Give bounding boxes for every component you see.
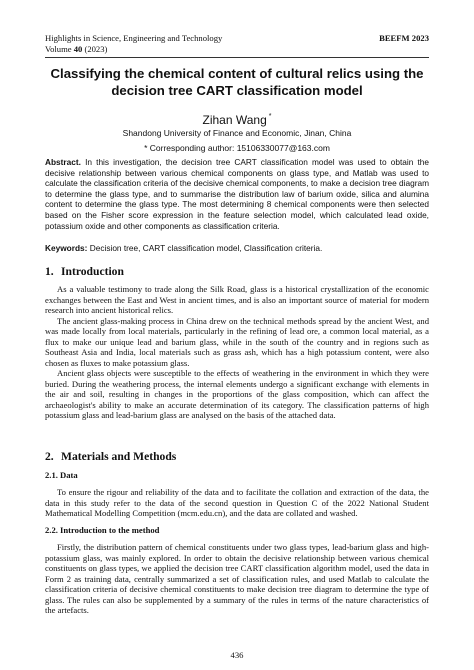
author-line [45,110,429,127]
subsection-2-2-body [45,542,429,616]
section-1-body [45,284,429,421]
abstract-label: Abstract. [45,157,81,167]
subsection-2-1-body [45,487,429,519]
section-2-number: 2. [45,450,54,463]
title-line-2: decision tree CART classification model [111,82,363,98]
keywords [45,243,429,254]
volume-line [45,44,429,55]
section-2-heading [45,450,176,463]
paragraph: As a valuable testimony to trade along the Silk Road, glass is a historical crystallization of the economic exchanges between the East and West in ancient times, and is also an important source of material for modern research into ancient historical relics. [45,284,429,315]
corresponding-author: * Corresponding author: 15106330077@163.com [144,143,330,153]
subsection-2-2-heading: 2.2. Introduction to the method [45,525,160,535]
volume-year: (2023) [82,43,108,54]
paragraph: The ancient glass-making process in China drew on the technical methods spread by the ancient West, and was made locally from local materials, particularly in the refining of lead ore, a common local material, as a flux to make our unique lead and barium glass, while in the south of the country and in regions such as Southeast Asia and India, local materials such as grass ash, which has a high potassium content, were also chosen as fluxes to make potassium glass. [45,315,429,368]
volume-number: 40 [73,43,83,54]
paragraph: To ensure the rigour and reliability of the data and to facilitate the collation and extraction of the data, the data in this study refer to the data of the second question in Question C of the 2022 National Student Mathematical Modelling Competition (mcm.edu.cn), and the data are collated and washed. [45,487,429,518]
volume-prefix: Volume [45,43,74,54]
page-number: 436 [230,650,244,660]
section-1-heading [45,265,124,278]
conference-name: BEEFM 2023 [379,33,429,43]
running-header [45,33,429,54]
keywords-label: Keywords: [45,243,88,253]
header-divider [45,57,429,58]
affiliation-block [45,126,429,156]
abstract-text: In this investigation, the decision tree CART classification model was used to obtain the decisive relationship between various chemical components on glass type, and Matlab was used to calculate the classification criteria of the decisive chemical components, to make a decision tree diagram to determine the glass type, and to summarise the distribution law of barium oxide, silica and alumina content to determine the glass type. The most determining 8 chemical components were then selected based on the Fisher score expression in the feature selection model, which calculated lead oxide, potassium oxide and other components as classification criteria. [45,157,429,231]
abstract [45,157,429,231]
journal-name: Highlights in Science, Engineering and Technology [45,33,223,43]
paragraph: Ancient glass objects were susceptible to the effects of weathering in the environment in which they were buried. During the weathering process, the internal elements undergo a significant exchange with elements in the air and soil, resulting in changes in the proportions of the glass composition, which can affect the archaeologist's ability to make an accurate determination of its category. The classification patterns of high potassium glass and lead-barium glass are analysed on the basis of the attached data. [45,368,429,420]
author-name: Zihan Wang [202,113,267,127]
subsection-2-1-heading: 2.1. Data [45,470,78,480]
affiliation: Shandong University of Finance and Economic, Jinan, China [122,128,352,138]
paragraph: Firstly, the distribution pattern of chemical constituents under two glass types, lead-barium glass and high-potassium glass, was mainly explored. In order to obtain the decisive relationship between various chemical constituents on glass types, we applied the decision tree CART classification algorithm model, used the data in Form 2 as training data, centrally summarized a set of classification rules, and used Matlab to calculate the classification criteria of decisive chemical constituents to make decision tree diagram to determine the type of glass. The rules can also be supplemented by a summary of the rules in terms of the nature characteristics of the artefacts. [45,542,429,615]
section-2-title: Materials and Methods [61,450,177,463]
section-1-number: 1. [45,265,54,278]
paper-title [45,66,429,99]
title-line-1: Classifying the chemical content of cultural relics using the [50,66,424,81]
corresponding-mark: * [268,113,272,120]
keywords-text: Decision tree, CART classification model, Classification criteria. [87,243,323,253]
section-1-title: Introduction [61,265,124,278]
